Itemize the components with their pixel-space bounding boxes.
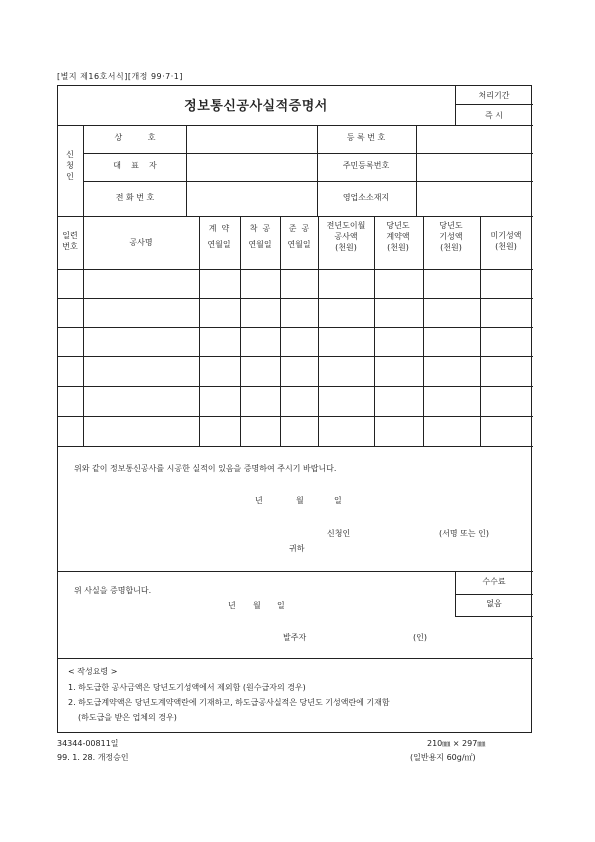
issue-date-year: 년 [228,601,236,610]
contract-amount-header: 당년도 계약액 (천원) [386,221,410,252]
office-address-label: 영업소소재지 [342,193,390,202]
applicant-section-label: 신 청 인 [66,150,74,181]
orderer-seal: (인) [413,633,427,642]
processing-period-label: 처리기간 [478,91,510,100]
fee-value: 없음 [486,599,502,608]
issue-date-day: 일 [277,601,285,610]
resident-number-label: 주민등록번호 [342,161,390,170]
request-date-month: 월 [296,496,304,505]
company-name-label: 상 호 [114,133,156,142]
representative-label: 대 표 자 [113,161,157,170]
form-code: 34344-00811일 [57,739,119,748]
contract-date-header: 계 약 연월일 [207,224,231,249]
phone-number-label: 전 화 번 호 [115,193,155,202]
issue-date-month: 월 [253,601,261,610]
note-item-1: 1. 하도급한 공사금액은 당년도기성액에서 제외함 (원수급자의 경우) [68,683,306,692]
approval-date: 99. 1. 28. 개정승인 [57,753,129,762]
applicant-signature-label: 신청인 [327,529,351,538]
certification-request-text: 위와 같이 정보통신공사를 시공한 실적이 있음을 증명하여 주시기 바랍니다. [74,464,337,473]
paper-size: 210㎜ × 297㎜ [427,739,486,748]
serial-number-header: 일련 번호 [62,231,78,251]
note-item-2-continued: (하도급을 받은 업체의 경우) [78,713,177,722]
project-name-header: 공사명 [129,238,153,247]
certificate-form [57,85,532,733]
notes-heading: < 작성요령 > [68,667,118,676]
addressee-label: 귀하 [289,544,305,553]
paper-type: (일반용지 60g/㎡) [410,753,476,762]
fee-label: 수수료 [482,577,506,586]
request-date-day: 일 [334,496,342,505]
form-number: [별지 제16호서식][개정 99·7·1] [57,72,184,81]
issuer-statement: 위 사실을 증명합니다. [74,586,152,595]
prev-year-amount-header: 전년도이월 공사액 (천원) [326,221,366,252]
remaining-amount-header: 미기성액 (천원) [490,231,522,251]
orderer-label: 발주자 [283,633,307,642]
processing-period-value: 즉 시 [485,111,503,120]
note-item-2: 2. 하도급계약액은 당년도계약액란에 기재하고, 하도급공사실적은 당년도 기성액란에 기재함 [68,698,390,707]
start-date-header: 착 공 연월일 [248,224,272,249]
completion-date-header: 준 공 연월일 [287,224,311,249]
request-date-year: 년 [255,496,263,505]
document-title: 정보통신공사실적증명서 [184,99,328,114]
progress-amount-header: 당년도 기성액 (천원) [439,221,463,252]
signature-or-seal: (서명 또는 인) [439,529,489,538]
registration-number-label: 등 록 번 호 [346,133,386,142]
